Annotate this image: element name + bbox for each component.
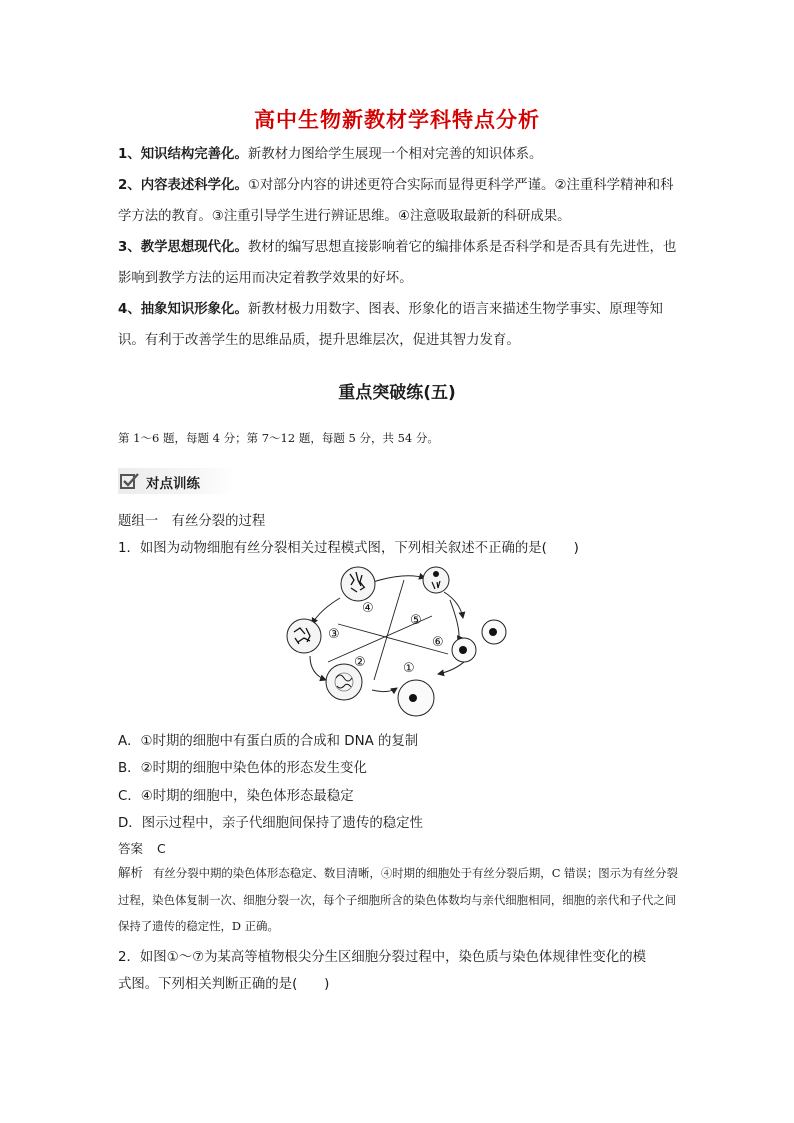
section-label <box>118 468 234 494</box>
section-label-text: 对点训练 <box>146 476 200 492</box>
cell-top-right <box>423 567 449 593</box>
analysis-label: 解析 <box>118 865 144 880</box>
intro-item-text: 教材的编写思想直接影响着它的编排体系是否科学和是否具有先进性，也影响到教学方法的运用而决定着教学效果的好坏。 <box>118 240 677 286</box>
option-b: B．②时期的细胞中染色体的形态发生变化 <box>118 761 367 776</box>
question-1-stem: 1．如图为动物细胞有丝分裂相关过程模式图，下列相关叙述不正确的是( ) <box>118 541 579 556</box>
option-c: C．④时期的细胞中，染色体形态最稳定 <box>118 789 354 804</box>
cell-top <box>341 567 375 601</box>
option-a: A．①时期的细胞中有蛋白质的合成和 DNA 的复制 <box>118 734 419 749</box>
intro-item-4 <box>118 294 678 356</box>
cell-bottom <box>398 680 434 716</box>
cycle-arrow <box>444 592 463 618</box>
intro-item-text: 新教材力图给学生展现一个相对完善的知识体系。 <box>247 147 543 162</box>
intro-item-text: 新教材极力用数字、图表、形象化的语言来描述生物学事实、原理等知识。有利于改善学生的思维品质，提升思维层次，促进其智力发育。 <box>118 302 663 348</box>
cycle-arrow <box>373 576 425 582</box>
checkmark-box-icon <box>120 472 140 490</box>
question-2-stem-line2: 式图。下列相关判断正确的是( ) <box>118 977 330 992</box>
answer-label: 答案 <box>118 841 144 856</box>
stage-label: ② <box>354 655 366 670</box>
cycle-arrow <box>372 688 397 692</box>
stage-label: ④ <box>362 601 374 616</box>
intro-item-head: 1、知识结构完善化。 <box>118 147 248 162</box>
cycle-arrow <box>450 600 459 642</box>
question-2-stem-line1: 2．如图①～⑦为某高等植物根尖分生区细胞分裂过程中，染色质与染色体规律性变化的模 <box>118 950 646 965</box>
intro-item-head: 3、教学思想现代化。 <box>118 240 248 255</box>
intro-item-1 <box>118 139 678 170</box>
intro-item-head: 4、抽象知识形象化。 <box>118 302 248 317</box>
stage-label: ⑤ <box>410 613 422 628</box>
intro-item-text: ①对部分内容的讲述更符合实际而显得更科学严谨。②注重科学精神和科学方法的教育。③注重引导学生进行辨证思维。④注意吸取最新的科研成果。 <box>118 178 674 224</box>
group-title: 题组一 有丝分裂的过程 <box>118 514 266 529</box>
stage-label: ③ <box>328 627 340 642</box>
intro-item-head: 2、内容表述科学化。 <box>118 178 248 193</box>
intro-item-3 <box>118 232 678 294</box>
analysis-text: 有丝分裂中期的染色体形态稳定、数目清晰，④时期的细胞处于有丝分裂后期，C 错误；图示为有丝分裂过程，染色体复制一次、细胞分裂一次，每个子细胞所含的染色体数均与亲代细胞相同，细胞的亲代和子代之间保持了遗传的稳定性，D 正确。 <box>118 866 678 933</box>
stage-label: ① <box>403 661 415 676</box>
section-subtitle: 重点突破练(五) <box>338 383 456 403</box>
intro-item-2 <box>118 170 678 232</box>
analysis-block <box>118 860 678 940</box>
option-d: D．图示过程中，亲子代细胞间保持了遗传的稳定性 <box>118 816 423 831</box>
page-title: 高中生物新教材学科特点分析 <box>254 108 540 132</box>
cell-right-a <box>452 638 476 662</box>
answer-value: C <box>157 841 166 856</box>
answer-line <box>118 839 166 857</box>
cell-right-b <box>482 620 506 644</box>
mitosis-cycle-figure <box>280 562 516 724</box>
cycle-arrow <box>310 656 326 680</box>
cycle-arrow <box>312 598 340 624</box>
stage-label: ⑥ <box>432 635 444 650</box>
score-note: 第 1～6 题，每题 4 分；第 7～12 题，每题 5 分，共 54 分。 <box>118 431 439 445</box>
cell-left <box>287 619 321 653</box>
